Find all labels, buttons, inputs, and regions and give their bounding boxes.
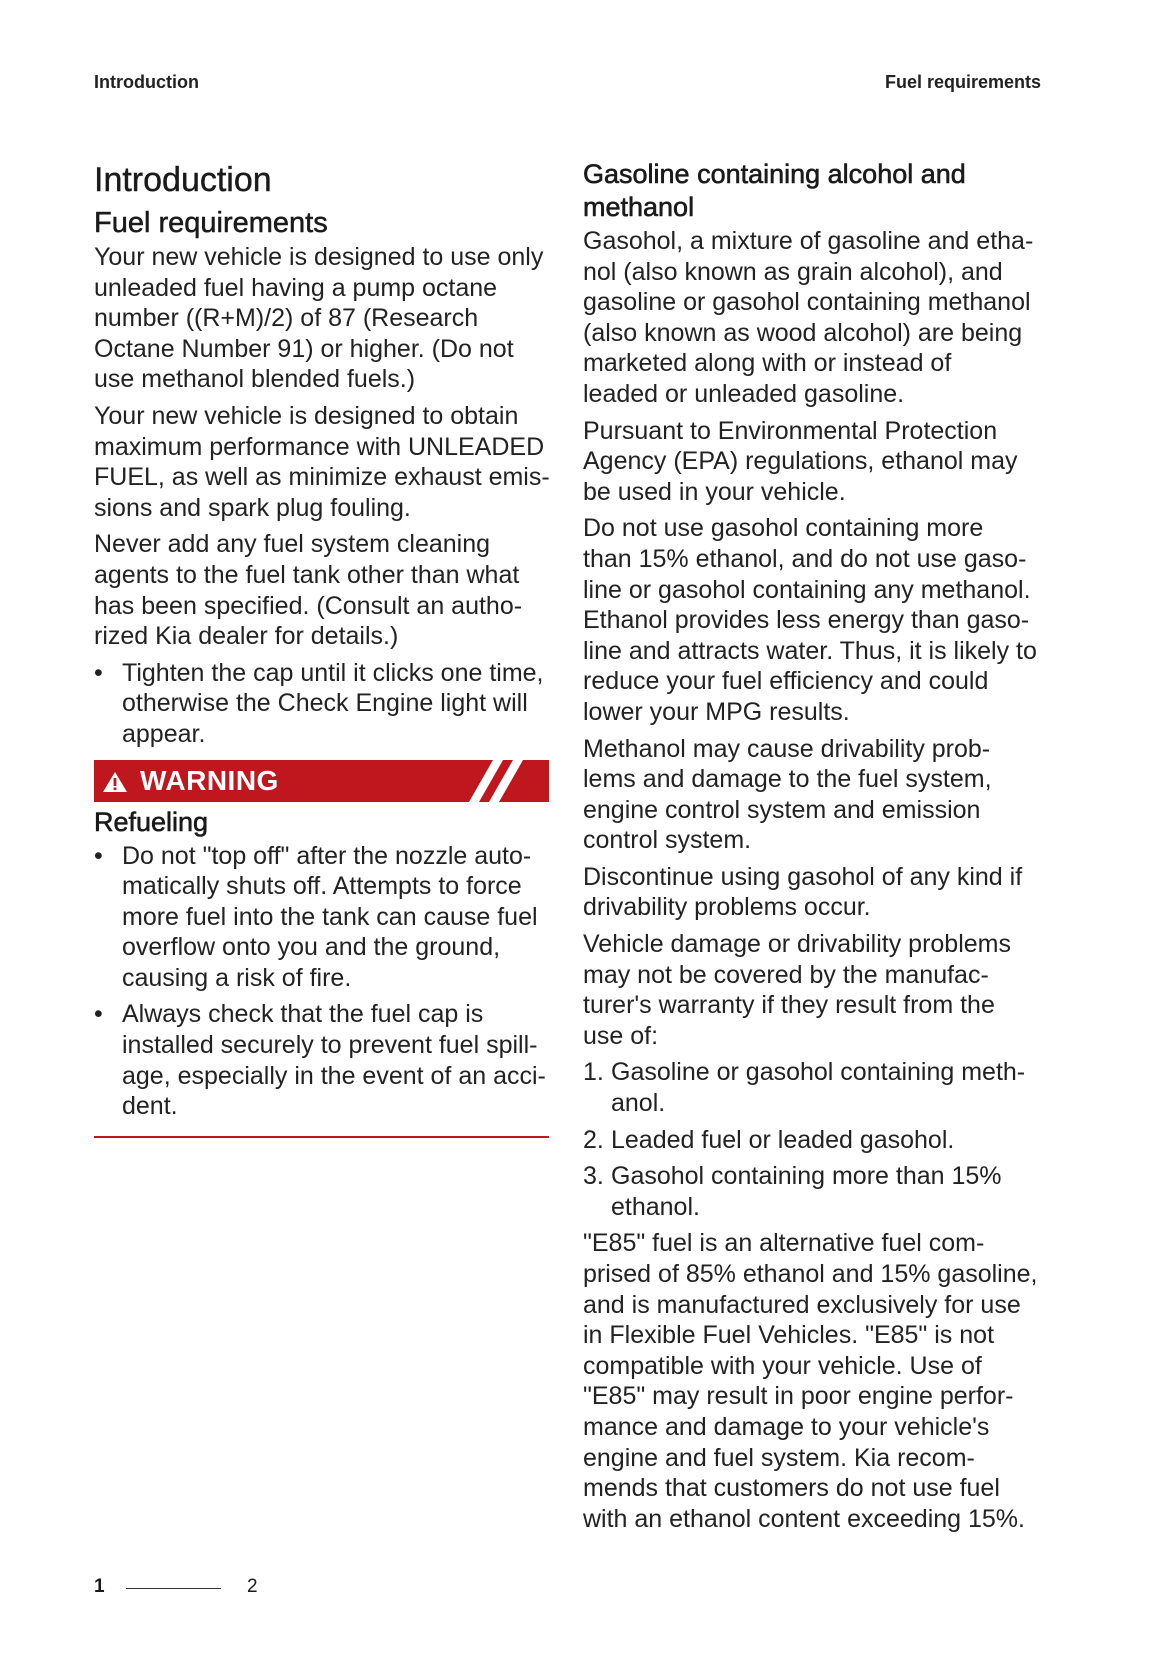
right-paragraphs-b	[583, 1228, 1053, 1534]
text-line: engine and fuel system. Kia recom-	[583, 1443, 975, 1472]
text-line: number ((R+M)/2) of 87 (Research	[94, 304, 479, 333]
text-line: Your new vehicle is designed to obtain	[94, 401, 519, 430]
warning-end-divider	[94, 1136, 549, 1138]
left-paragraphs	[94, 242, 549, 652]
text-line: appear.	[122, 719, 206, 748]
title-line: methanol	[583, 192, 695, 222]
text-line: use methanol blended fuels.)	[94, 365, 416, 394]
text-line: Discontinue using gasohol of any kind if	[583, 862, 1023, 891]
numbered-item	[583, 1161, 1053, 1222]
text-line: Gasohol containing more than 15%	[611, 1162, 1002, 1191]
text-line: Ethanol provides less energy than gaso-	[583, 606, 1030, 635]
left-column	[94, 160, 549, 1138]
paragraph	[583, 862, 1053, 923]
text-line: dent.	[122, 1092, 178, 1121]
paragraph	[583, 1228, 1053, 1534]
right-column	[583, 158, 1053, 1540]
text-line: more fuel into the tank can cause fuel	[122, 902, 538, 931]
text-line: nol (also known as grain alcohol), and	[583, 257, 1003, 286]
text-line: lower your MPG results.	[583, 697, 850, 726]
numbered-list	[583, 1057, 1053, 1222]
list-marker: 2.	[583, 1125, 604, 1154]
text-line: be used in your vehicle.	[583, 477, 846, 506]
text-line: use of:	[583, 1021, 659, 1050]
warning-bullet-item	[94, 841, 549, 994]
list-marker: 1.	[583, 1058, 604, 1087]
footer-divider	[126, 1588, 221, 1589]
list-marker: •	[94, 841, 103, 870]
paragraph	[94, 242, 549, 395]
running-header-right: Fuel requirements	[884, 72, 1041, 92]
text-line: sions and spark plug fouling.	[94, 493, 411, 522]
text-line: with an ethanol content exceeding 15%.	[583, 1504, 1025, 1533]
text-line: compatible with your vehicle. Use of	[583, 1351, 982, 1380]
text-line: Vehicle damage or drivability problems	[583, 930, 1011, 959]
text-line: rized Kia dealer for details.)	[94, 622, 399, 651]
text-line: Octane Number 91) or higher. (Do not	[94, 334, 514, 363]
text-line: anol.	[611, 1089, 666, 1118]
running-header-left: Introduction	[94, 72, 199, 92]
text-line: age, especially in the event of an acci-	[122, 1061, 546, 1090]
paragraph	[583, 734, 1053, 856]
warning-bullet-item	[94, 999, 549, 1121]
text-line: otherwise the Check Engine light will	[122, 689, 528, 718]
text-line: Leaded fuel or leaded gasohol.	[611, 1125, 955, 1154]
warning-title: Refueling	[94, 806, 209, 837]
paragraph	[94, 529, 549, 651]
text-line: Do not "top off" after the nozzle auto-	[122, 841, 532, 870]
text-line: Your new vehicle is designed to use only	[94, 243, 544, 271]
paragraph	[583, 513, 1053, 727]
text-line: Gasoline or gasohol containing meth-	[611, 1058, 1026, 1087]
warning-banner	[94, 760, 549, 802]
text-line: Gasohol, a mixture of gasoline and etha-	[583, 227, 1034, 255]
text-line: reduce your fuel efficiency and could	[583, 667, 989, 696]
text-line: "E85" may result in poor engine perfor-	[583, 1382, 1014, 1411]
text-line: mends that customers do not use fuel	[583, 1474, 1000, 1503]
text-line: "E85" fuel is an alternative fuel com-	[583, 1229, 985, 1258]
text-line: Never add any fuel system cleaning	[94, 530, 491, 559]
text-line: Tighten the cap until it clicks one time,	[122, 658, 544, 687]
text-line: marketed along with or instead of	[583, 349, 952, 378]
text-line: than 15% ethanol, and do not use gaso-	[583, 544, 1027, 573]
text-line: Do not use gasohol containing more	[583, 514, 984, 543]
section-title-alcohol	[583, 158, 1053, 224]
numbered-item	[583, 1125, 1053, 1156]
numbered-item	[583, 1057, 1053, 1118]
text-line: lems and damage to the fuel system,	[583, 765, 992, 794]
text-line: line and attracts water. Thus, it is likely to	[583, 636, 1037, 665]
text-line: engine control system and emission	[583, 795, 981, 824]
text-line: agents to the fuel tank other than what	[94, 560, 520, 589]
chapter-title: Introduction	[94, 161, 272, 199]
text-line: gasoline or gasohol containing methanol	[583, 288, 1031, 317]
right-paragraphs-a	[583, 226, 1053, 1051]
section-title: Fuel requirements	[94, 207, 328, 239]
text-line: installed securely to prevent fuel spill-	[122, 1031, 538, 1060]
text-line: Pursuant to Environmental Protection	[583, 416, 998, 445]
paragraph	[583, 416, 1053, 508]
text-line: unleaded fuel having a pump octane	[94, 273, 498, 302]
chapter-number: 1	[94, 1576, 105, 1597]
text-line: in Flexible Fuel Vehicles. "E85" is not	[583, 1321, 995, 1350]
bullet-item	[94, 658, 549, 750]
paragraph	[94, 401, 549, 523]
text-line: has been specified. (Consult an autho-	[94, 591, 523, 620]
paragraph	[583, 226, 1053, 410]
text-line: (also known as wood alcohol) are being	[583, 318, 1023, 347]
text-line: mance and damage to your vehicle's	[583, 1412, 990, 1441]
text-line: control system.	[583, 826, 752, 855]
text-line: leaded or unleaded gasoline.	[583, 379, 905, 408]
text-line: matically shuts off. Attempts to force	[122, 872, 522, 901]
text-line: drivability problems occur.	[583, 893, 871, 922]
text-line: may not be covered by the manufac-	[583, 960, 989, 989]
list-marker: •	[94, 1000, 103, 1029]
warning-bullets	[94, 841, 549, 1122]
page-number: 2	[247, 1576, 258, 1597]
warning-stripes-decoration	[469, 760, 549, 802]
text-line: overflow onto you and the ground,	[122, 933, 501, 962]
text-line: Methanol may cause drivability prob-	[583, 734, 991, 763]
text-line: causing a risk of fire.	[122, 963, 352, 992]
text-line: FUEL, as well as minimize exhaust emis-	[94, 463, 550, 492]
text-line: Agency (EPA) regulations, ethanol may	[583, 447, 1018, 476]
warning-label: WARNING	[140, 764, 279, 796]
text-line: line or gasohol containing any methanol.	[583, 575, 1031, 604]
warning-triangle-icon	[102, 771, 128, 793]
list-marker: 3.	[583, 1162, 604, 1191]
paragraph	[583, 929, 1053, 1051]
text-line: maximum performance with UNLEADED	[94, 432, 545, 461]
text-line: Always check that the fuel cap is	[122, 1000, 484, 1029]
left-bullet	[94, 658, 549, 750]
text-line: turer's warranty if they result from the	[583, 991, 995, 1020]
text-line: prised of 85% ethanol and 15% gasoline,	[583, 1260, 1038, 1288]
text-line: ethanol.	[611, 1192, 700, 1221]
text-line: and is manufactured exclusively for use	[583, 1290, 1021, 1319]
list-marker: •	[94, 658, 103, 687]
title-line: Gasoline containing alcohol and	[583, 159, 966, 189]
